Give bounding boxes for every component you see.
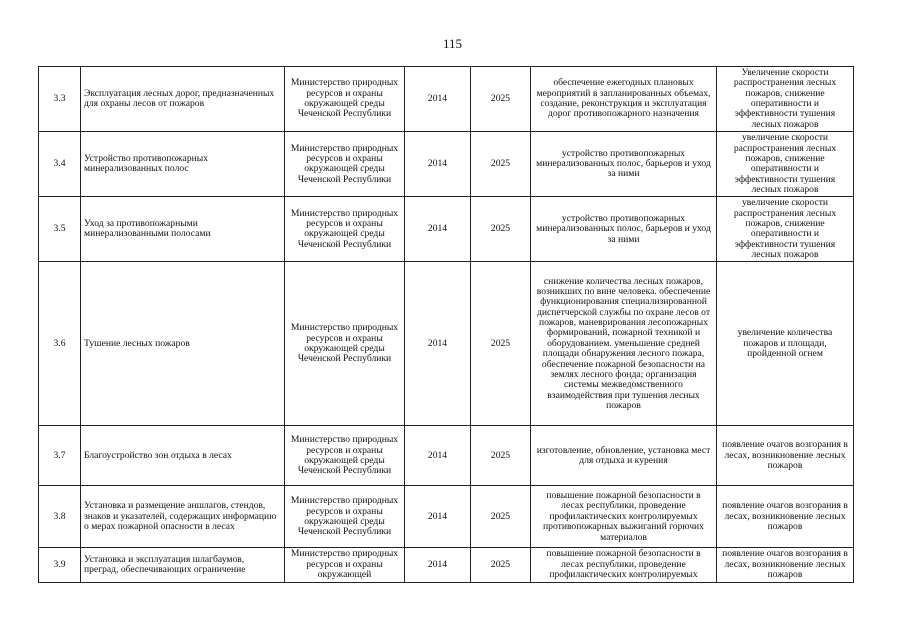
end-year: 2025 [471, 426, 531, 486]
measure-name: Установка и эксплуатация шлагбаумов, преград, обеспечивающих ограничение [81, 548, 285, 582]
row-number: 3.5 [39, 197, 81, 262]
table-row [39, 262, 854, 426]
page-number: 115 [442, 36, 463, 51]
start-year: 2014 [405, 486, 471, 548]
table-row [39, 132, 854, 197]
row-number: 3.3 [39, 67, 81, 132]
end-year: 2025 [471, 67, 531, 132]
table-row [39, 548, 854, 582]
measure-result: увеличение скорости распространения лесных пожаров, снижение оперативности и эффективности тушения лесных пожаров [717, 132, 854, 197]
measure-description: устройство противопожарных минерализованных полос, барьеров и уход за ними [531, 132, 717, 197]
end-year: 2025 [471, 197, 531, 262]
end-year: 2025 [471, 548, 531, 582]
measure-description: изготовление, обновление, установка мест для отдыха и курения [531, 426, 717, 486]
table-row [39, 486, 854, 548]
start-year: 2014 [405, 67, 471, 132]
measure-result: увеличение скорости распространения лесных пожаров, снижение оперативности и эффективности тушения лесных пожаров [717, 197, 854, 262]
row-number: 3.8 [39, 486, 81, 548]
measure-name: Уход за противопожарными минерализованными полосами [81, 197, 285, 262]
executor: Министерство природных ресурсов и охраны окружающей среды Чеченской Республики [285, 486, 405, 548]
start-year: 2014 [405, 197, 471, 262]
start-year: 2014 [405, 262, 471, 426]
measure-result: увеличение количества пожаров и площади, пройденной огнем [717, 262, 854, 426]
executor: Министерство природных ресурсов и охраны окружающей среды Чеченской Республики [285, 197, 405, 262]
executor: Министерство природных ресурсов и охраны окружающей [285, 548, 405, 582]
end-year: 2025 [471, 486, 531, 548]
start-year: 2014 [405, 548, 471, 582]
measure-name: Эксплуатация лесных дорог, предназначенных для охраны лесов от пожаров [81, 67, 285, 132]
table-row [39, 197, 854, 262]
row-number: 3.7 [39, 426, 81, 486]
table-row [39, 67, 854, 132]
measure-name: Благоустройство зон отдыха в лесах [81, 426, 285, 486]
measure-description: устройство противопожарных минерализованных полос, барьеров и уход за ними [531, 197, 717, 262]
measure-description: повышение пожарной безопасности в лесах республики, проведение профилактических контролируемых [531, 548, 717, 582]
program-measures-table [38, 66, 854, 583]
start-year: 2014 [405, 426, 471, 486]
executor: Министерство природных ресурсов и охраны окружающей среды Чеченской Республики [285, 262, 405, 426]
end-year: 2025 [471, 132, 531, 197]
row-number: 3.9 [39, 548, 81, 582]
start-year: 2014 [405, 132, 471, 197]
measure-result: Увеличение скорости распространения лесных пожаров, снижение оперативности и эффективности тушения лесных пожаров [717, 67, 854, 132]
table-row [39, 426, 854, 486]
measure-result: появление очагов возгорания в лесах, возникновение лесных пожаров [717, 486, 854, 548]
executor: Министерство природных ресурсов и охраны окружающей среды Чеченской Республики [285, 426, 405, 486]
measure-description: снижение количества лесных пожаров, возникших по вине человека. обеспечение функционирования специализированной диспетчерской службы по охране лесов от пожаров, маневрирования лесопожарных формирований, пожарной техникой и оборудованием. уменьшение средней площади обнаружения лесного пожара, обеспечение пожарной безопасности на землях лесного фонда; организация системы межведомственного взаимодействия при тушения лесных пожаров [531, 262, 717, 426]
measure-name: Тушение лесных пожаров [81, 262, 285, 426]
measure-description: обеспечение ежегодных плановых мероприятий в запланированных объемах, создание, реконструкция и эксплуатация дорог противопожарного назначения [531, 67, 717, 132]
measure-result: появление очагов возгорания в лесах, возникновение лесных пожаров [717, 426, 854, 486]
row-number: 3.6 [39, 262, 81, 426]
executor: Министерство природных ресурсов и охраны окружающей среды Чеченской Республики [285, 67, 405, 132]
measure-result: появление очагов возгорания в лесах, возникновение лесных пожаров [717, 548, 854, 582]
measure-description: повышение пожарной безопасности в лесах республики, проведение профилактических контролируемых противопожарных выжиганий горючих материалов [531, 486, 717, 548]
executor: Министерство природных ресурсов и охраны окружающей среды Чеченской Республики [285, 132, 405, 197]
measure-name: Устройство противопожарных минерализованных полос [81, 132, 285, 197]
end-year: 2025 [471, 262, 531, 426]
row-number: 3.4 [39, 132, 81, 197]
measure-name: Установка и размещение аншлагов, стендов, знаков и указателей, содержащих информацию о мерах пожарной опасности в лесах [81, 486, 285, 548]
